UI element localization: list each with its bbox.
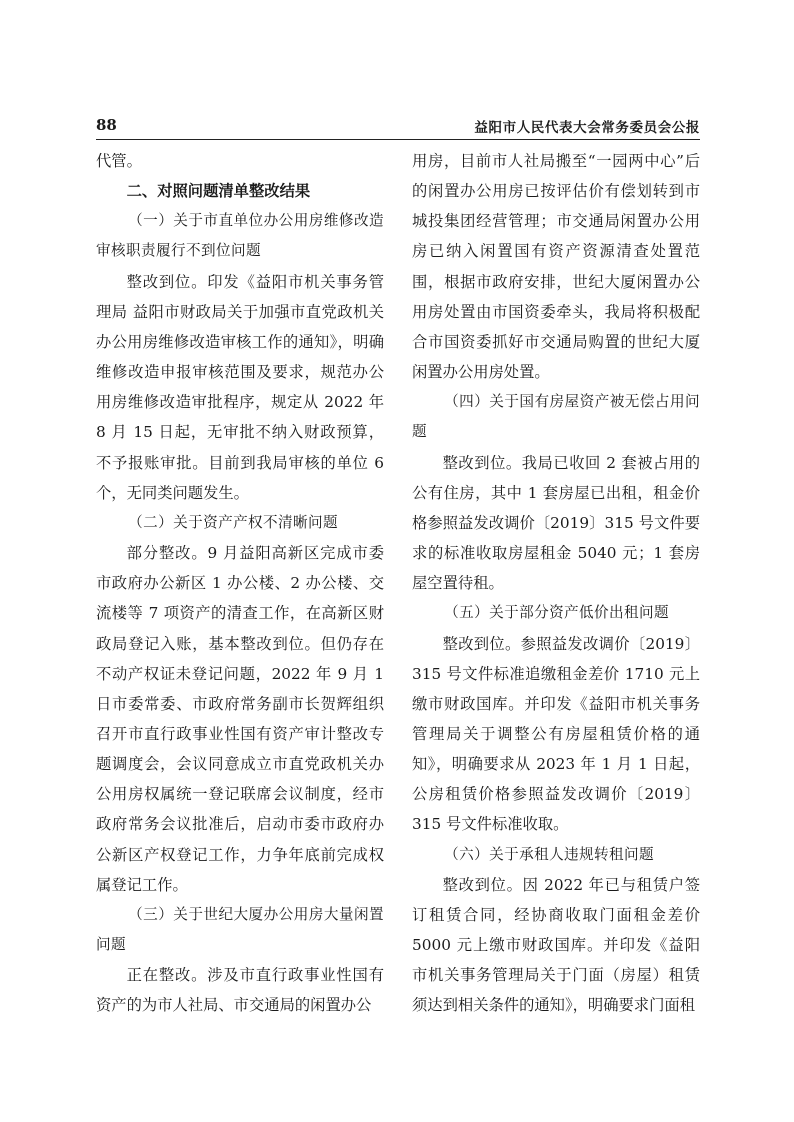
page-number: 88 — [96, 116, 117, 134]
subsection-heading: （一）关于市直单位办公用房维修改造审核职责履行不到位问题 — [96, 212, 384, 260]
subsection-heading: （六）关于承租人违规转租问题 — [444, 845, 655, 863]
left-column — [96, 146, 384, 1021]
subsection-heading: （二）关于资产产权不清晰问题 — [128, 513, 339, 531]
body-paragraph: 部分整改。9 月益阳高新区完成市委市政府办公新区 1 办公楼、2 办公楼、交流楼等 7 项资产的清查工作，在高新区财政局登记入账，基本整改到位。但仍存在不动产权证未登记问题，2022 年 9 月 1 日市委常委、市政府常务副市长贺辉组织召开市直行政事业性国有资产审计整改专题调度会，会议同意成立市直党政机关办公用房权属统一登记联席会议制度，经市政府常务会议批准后，启动市委市政府办公新区产权登记工作，力争年底前完成权属登记工作。 — [96, 544, 384, 894]
subsection-heading: （四）关于国有房屋资产被无偿占用问题 — [412, 393, 700, 441]
subsection-heading: （五）关于部分资产低价出租问题 — [444, 604, 670, 622]
body-paragraph: 正在整改。涉及市直行政事业性国有资产的为市人社局、市交通局的闲置办公 — [96, 966, 384, 1015]
header-rule — [96, 139, 700, 140]
body-paragraph: 整改到位。我局已收回 2 套被占用的公有住房，其中 1 套房屋已出租，租金价格参照益发改调价〔2019〕315 号文件要求的标准收取房屋租金 5040 元；1 套房屋空置待租。 — [412, 453, 700, 593]
journal-title: 益阳市人民代表大会常务委员会公报 — [474, 120, 700, 136]
body-paragraph: 整改到位。参照益发改调价〔2019〕315 号文件标准追缴租金差价 1710 元上缴市财政国库。并印发《益阳市机关事务管理局关于调整公有房屋租赁价格的通知》，明确要求从 2023 年 1 月 1 日起，公房租赁价格参照益发改调价〔2019〕315 号文件标准收取。 — [412, 634, 700, 834]
body-paragraph: 代管。 — [96, 152, 142, 170]
body-paragraph: 用房，目前市人社局搬至“一园两中心”后的闲置办公用房已按评估价有偿划转到市城投集团经营管理；市交通局闲置办公用房已纳入闲置国有资产资源清查处置范围，根据市政府安排，世纪大厦闲置办公用房处置由市国资委牵头，我局将积极配合市国资委抓好市交通局购置的世纪大厦闲置办公用房处置。 — [412, 152, 700, 382]
page-header — [96, 116, 700, 138]
section-heading: 二、对照问题清单整改结果 — [126, 182, 311, 201]
right-column — [412, 146, 700, 1021]
body-paragraph: 整改到位。印发《益阳市机关事务管理局 益阳市财政局关于加强市直党政机关办公用房维修改造审核工作的通知》，明确维修改造申报审核范围及要求，规范办公用房维修改造审批程序，规定从 2022 年 8 月 15 日起，无审批不纳入财政预算，不予报账审批。目前到我局审核的单位 6 个，无同类问题发生。 — [96, 272, 384, 502]
subsection-heading: （三）关于世纪大厦办公用房大量闲置问题 — [96, 905, 384, 954]
body-paragraph: 整改到位。因 2022 年已与租赁户签订租赁合同，经协商收取门面租金差价 5000 元上缴市财政国库。并印发《益阳市机关事务管理局关于门面（房屋）租赁须达到相关条件的通知》，明确要求门面租 — [412, 875, 700, 1015]
